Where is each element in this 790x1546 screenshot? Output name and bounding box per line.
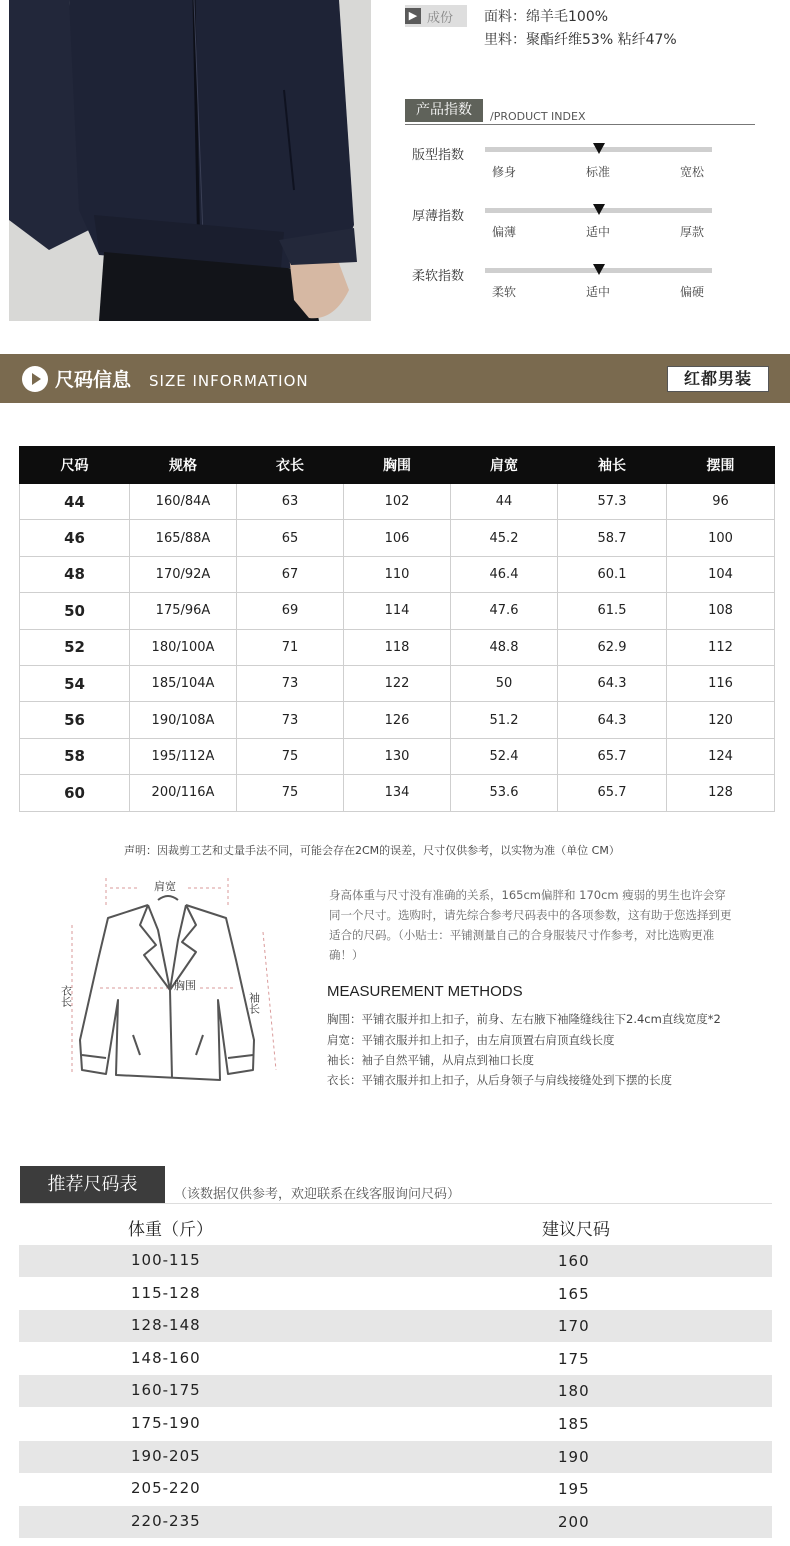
composition-tag [405,5,467,27]
table-cell: 73 [237,665,344,701]
column-header: 衣长 [237,447,344,484]
size-info-title-en: SIZE INFORMATION [149,372,309,390]
table-row [20,775,775,811]
fit-index-option: 修身 [492,165,517,179]
size-cell: 50 [20,593,130,629]
fit-index-marker [593,143,605,154]
table-cell: 51.2 [451,702,558,738]
column-header: 规格 [130,447,237,484]
table-row [20,629,775,665]
table-row [20,738,775,774]
table-row [20,556,775,592]
table-cell: 110 [344,556,451,592]
measurement-diagram [58,870,290,1090]
table-row [20,665,775,701]
table-cell: 116 [667,665,775,701]
product-index-title: 产品指数 [405,99,483,122]
table-cell: 190/108A [130,702,237,738]
weight-range: 148-160 [131,1348,201,1367]
table-cell: 120 [667,702,775,738]
softness-index-marker [593,264,605,275]
softness-index-option: 适中 [586,285,611,299]
table-cell: 128 [667,775,775,811]
table-cell: 170/92A [130,556,237,592]
size-cell: 54 [20,665,130,701]
size-cell: 44 [20,484,130,520]
softness-index-label: 柔软指数 [412,269,465,284]
brand-badge: 红都男装 [667,366,769,392]
table-cell: 64.3 [558,665,667,701]
table-cell: 69 [237,593,344,629]
column-header: 尺码 [20,447,130,484]
size-table-header-row [20,447,775,484]
suggested-size: 165 [558,1284,590,1303]
table-cell: 65.7 [558,738,667,774]
weight-column-header: 体重（斤） [128,1220,213,1240]
weight-range: 190-205 [131,1446,201,1465]
table-cell: 165/88A [130,520,237,556]
table-cell: 122 [344,665,451,701]
suggested-size: 180 [558,1382,590,1401]
suggested-size: 170 [558,1317,590,1336]
list-item [19,1441,772,1473]
table-cell: 112 [667,629,775,665]
table-row [20,484,775,520]
play-circle-icon [22,366,48,392]
table-cell: 96 [667,484,775,520]
recommend-title: 推荐尺码表 [20,1166,165,1203]
table-cell: 75 [237,738,344,774]
softness-index-option: 偏硬 [680,285,705,299]
method-chest: 胸围：平铺衣服并扣上扣子，前身、左右腋下袖隆缝线往下2.4cm直线宽度*2 [327,1012,721,1026]
material-lining: 里料：聚酯纤维53% 粘纤47% [484,32,677,48]
table-cell: 53.6 [451,775,558,811]
size-cell: 60 [20,775,130,811]
method-sleeve: 袖长：袖子自然平铺，从肩点到袖口长度 [327,1053,534,1067]
table-cell: 64.3 [558,702,667,738]
weight-range: 115-128 [131,1283,201,1302]
weight-range: 100-115 [131,1251,201,1269]
thickness-index-marker [593,204,605,215]
thickness-index-option: 适中 [586,225,611,239]
size-cell: 56 [20,702,130,738]
suggested-size: 190 [558,1447,590,1466]
length-label: 衣长 [59,985,73,1007]
table-cell: 175/96A [130,593,237,629]
column-header: 胸围 [344,447,451,484]
sleeve-label: 袖长 [247,992,261,1014]
size-column-header: 建议尺码 [542,1220,610,1240]
list-item [19,1506,772,1538]
table-cell: 130 [344,738,451,774]
table-cell: 44 [451,484,558,520]
table-cell: 104 [667,556,775,592]
table-cell: 134 [344,775,451,811]
weight-range: 175-190 [131,1414,201,1432]
table-cell: 114 [344,593,451,629]
suggested-size: 185 [558,1415,590,1433]
column-header: 摆围 [667,447,775,484]
table-cell: 118 [344,629,451,665]
table-cell: 57.3 [558,484,667,520]
size-info-banner [0,354,790,403]
shoulder-label: 肩宽 [154,880,176,893]
table-cell: 62.9 [558,629,667,665]
size-table-body [20,484,775,812]
method-length: 衣长：平铺衣服并扣上扣子，从后身领子与肩线接缝处到下摆的长度 [327,1073,672,1087]
fit-index-option: 标准 [586,165,611,179]
thickness-index-option: 厚款 [680,225,705,239]
table-cell: 65 [237,520,344,556]
list-item [19,1473,772,1505]
table-cell: 75 [237,775,344,811]
suggested-size: 175 [558,1349,590,1368]
table-cell: 45.2 [451,520,558,556]
composition-tag-label: 成份 [427,11,454,26]
size-cell: 46 [20,520,130,556]
table-row [20,593,775,629]
weight-range: 220-235 [131,1511,201,1530]
recommend-divider [20,1203,772,1204]
weight-range: 128-148 [131,1316,201,1335]
product-index-divider [405,124,755,125]
weight-range: 205-220 [131,1479,201,1498]
softness-index-option: 柔软 [492,285,517,299]
size-info-title: 尺码信息 [55,369,132,391]
table-cell: 61.5 [558,593,667,629]
table-cell: 185/104A [130,665,237,701]
recommend-note: （该数据仅供参考，欢迎联系在线客服询问尺码） [174,1187,461,1202]
suggested-size: 160 [558,1252,590,1270]
method-shoulder: 肩宽：平铺衣服并扣上扣子，由左肩顶置右肩顶直线长度 [327,1033,615,1047]
table-cell: 160/84A [130,484,237,520]
size-disclaimer: 声明：因裁剪工艺和丈量手法不同，可能会存在2CM的误差，尺寸仅供参考，以实物为准（单位 CM） [124,844,620,857]
list-item [19,1343,772,1375]
table-cell: 102 [344,484,451,520]
table-cell: 100 [667,520,775,556]
column-header: 袖长 [558,447,667,484]
suggested-size: 200 [558,1512,590,1531]
table-cell: 58.7 [558,520,667,556]
list-item [19,1245,772,1277]
table-cell: 108 [667,593,775,629]
table-cell: 60.1 [558,556,667,592]
table-cell: 47.6 [451,593,558,629]
thickness-index-label: 厚薄指数 [412,209,465,224]
table-cell: 73 [237,702,344,738]
list-item [19,1278,772,1310]
table-cell: 195/112A [130,738,237,774]
chest-label: 胸围 [174,979,196,992]
table-row [20,520,775,556]
size-cell: 58 [20,738,130,774]
list-item [19,1310,772,1342]
size-table [19,446,775,812]
list-item [19,1408,772,1440]
suggested-size: 195 [558,1480,590,1499]
fit-index-option: 宽松 [680,165,705,179]
column-header: 肩宽 [451,447,558,484]
fit-index-label: 版型指数 [412,148,465,163]
product-index-subtitle: /PRODUCT INDEX [490,110,586,123]
size-cell: 52 [20,629,130,665]
table-cell: 124 [667,738,775,774]
weight-range: 160-175 [131,1381,201,1400]
thickness-index-option: 偏薄 [492,225,517,239]
table-cell: 52.4 [451,738,558,774]
sizing-advice: 身高体重与尺寸没有准确的关系，165cm偏胖和 170cm 瘦弱的男生也许会穿同一个尺寸。选购时，请先综合参考尺码表中的各项参数，这有助于您选择到更适合的尺码。（小贴士：平铺测量自己的合身服装尺寸作参考，对比选购更准确！） [329,888,732,962]
table-cell: 71 [237,629,344,665]
table-cell: 180/100A [130,629,237,665]
measurement-methods-title: MEASUREMENT METHODS [327,983,523,1000]
table-row [20,702,775,738]
list-item [19,1375,772,1407]
table-cell: 50 [451,665,558,701]
product-photo [9,0,371,321]
material-shell: 面料：绵羊毛100% [484,9,609,25]
table-cell: 67 [237,556,344,592]
size-cell: 48 [20,556,130,592]
table-cell: 65.7 [558,775,667,811]
table-cell: 63 [237,484,344,520]
arrow-right-icon: ▶ [405,8,421,24]
table-cell: 48.8 [451,629,558,665]
table-cell: 106 [344,520,451,556]
table-cell: 200/116A [130,775,237,811]
table-cell: 126 [344,702,451,738]
table-cell: 46.4 [451,556,558,592]
